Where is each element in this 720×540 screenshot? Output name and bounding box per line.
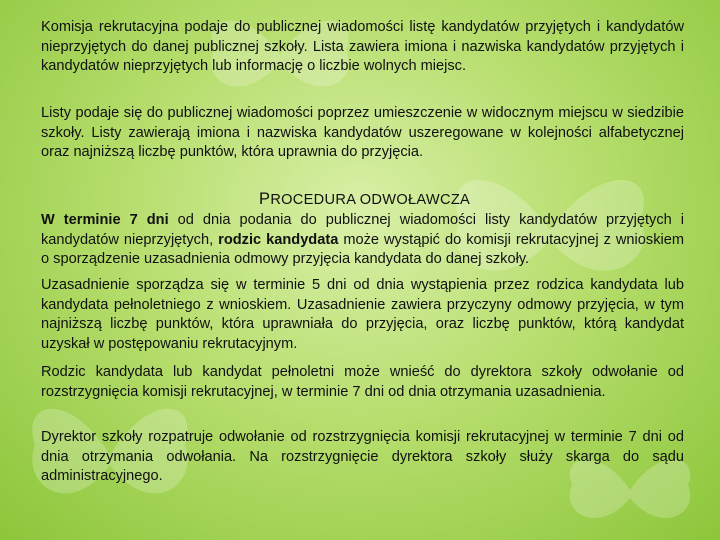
deadline-text-2: może wystąpić do komisji rekrutacyjnej z wnioskiem o sporządzenie uzasadnienia odmowy przyjęcia kandydata do danej szkoły. <box>41 231 685 267</box>
paragraph-publication: Listy podaje się do publicznej wiadomości poprzez umieszczenie w widocznym miejscu w siedzibie szkoły. Listy zawierają imiona i nazwiska kandydatów uszeregowane w kolejności alfabetycznej oraz najniższą liczbę punktów, która uprawnia do przyjęcia. <box>41 105 684 160</box>
parent-bold: rodzic kandydata <box>218 231 339 248</box>
section-heading <box>259 190 470 209</box>
paragraph-candidate-lists: Komisja rekrutacyjna podaje do publicznej wiadomości listę kandydatów przyjętych i kandydatów nieprzyjętych do danej publicznej szkoły. Lista zawiera imiona i nazwiska kandydatów przyjętych i kandydatów nieprzyjętych lub informację o liczbie wolnych miejsc. <box>41 19 684 74</box>
paragraph-appeal-director: Rodzic kandydata lub kandydat pełnoletni może wnieść do dyrektora szkoły odwołanie od rozstrzygnięcia komisji rekrutacyjnej, w terminie 7 dni od dnia otrzymania uzasadnienia. <box>41 364 684 400</box>
deadline-text-1: od dnia podania do publicznej wiadomości listy kandydatów przyjętych i kandydatów nieprzyjętych, <box>41 212 685 248</box>
paragraph-justification: Uzasadnienie sporządza się w terminie 5 dni od dnia wystąpienia przez rodzica kandydata lub kandydata pełnoletniego z wnioskiem. Uzasadnienie zawiera przyczyny odmowy przyjęcia, w tym najniższą liczbę punktów, która uprawniała do przyjęcia, oraz liczbę punktów, którą kandydat uzyskał w postępowaniu rekrutacyjnym. <box>41 277 684 352</box>
deadline-bold: W terminie 7 dni <box>41 212 169 228</box>
paragraph-appeal-deadline <box>41 211 684 270</box>
paragraph-director-decision: Dyrektor szkoły rozpatruje odwołanie od rozstrzygnięcia komisji rekrutacyjnej w terminie 7 dni od dnia otrzymania odwołania. Na rozstrzygnięcie dyrektora szkoły służy skarga do sądu administracyjnego. <box>41 429 684 484</box>
heading-rest: ROCEDURA ODWOŁAWCZA <box>270 192 471 208</box>
heading-first-letter: P <box>259 190 271 208</box>
